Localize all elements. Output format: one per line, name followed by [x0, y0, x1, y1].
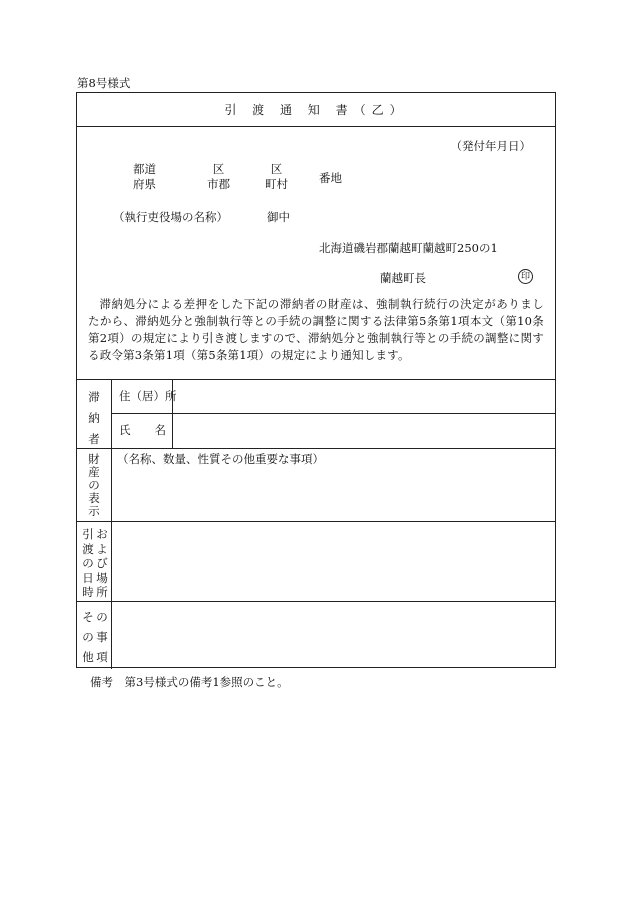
property-row-bottom	[77, 521, 555, 522]
banchi-label: 番地	[319, 171, 342, 185]
notice-form	[76, 92, 556, 668]
district-town-label: 区 町村	[265, 162, 288, 191]
honorific-label: 御中	[267, 210, 290, 224]
prefecture-label: 都道 府県	[133, 162, 156, 191]
address-field[interactable]	[177, 383, 549, 409]
property-field[interactable]	[117, 469, 549, 517]
seal-mark: 印	[518, 269, 533, 284]
name-label: 氏 名	[119, 423, 166, 437]
delinquent-row-bottom	[77, 448, 555, 449]
other-field[interactable]	[117, 605, 549, 665]
property-label: 財 産 の 表 示	[88, 452, 100, 518]
property-hint: （名称、数量、性質その他重要な事項）	[117, 452, 324, 466]
address-label: 住（居）所	[119, 389, 177, 403]
delinquent-label: 滞 納 者	[88, 390, 100, 446]
district-city-label: 区 市郡	[207, 162, 230, 191]
name-field[interactable]	[177, 417, 549, 443]
handover-label-col1: 引 渡 の 日 時	[82, 527, 94, 599]
issue-date-label: （発付年月日）	[450, 139, 531, 153]
notice-body-text: 滞納処分による差押をした下記の滞納者の財産は、強制執行続行の決定がありましたから、滞納処分と強制執行等との手続の調整に関する法律第5条第1項本文（第10条第2項）の規定により引き渡しますので、滞納処分と強制執行等との手続の調整に関する政令第3条第1項（第5条第1項）の規定により通知します。	[88, 297, 544, 362]
other-label-col2: の 事 項	[96, 610, 108, 664]
label-column-divider	[111, 379, 112, 669]
title-divider	[77, 126, 555, 127]
form-number: 第8号様式	[77, 76, 131, 90]
handover-label-col2: お よ び 場 所	[96, 527, 108, 599]
handover-field[interactable]	[117, 525, 549, 597]
table-top-border	[77, 379, 555, 380]
address-name-divider	[111, 413, 555, 414]
remarks-note: 備考 第3号様式の備考1参照のこと。	[90, 675, 289, 689]
other-label-col1: そ の 他	[82, 610, 94, 664]
form-title: 引 渡 通 知 書（乙）	[224, 103, 408, 117]
sender-title: 蘭越町長	[380, 271, 426, 285]
sender-address: 北海道磯岩郡蘭越町蘭越町250の1	[319, 241, 498, 255]
handover-row-bottom	[77, 601, 555, 602]
office-name-label: （執行吏役場の名称）	[113, 210, 228, 224]
